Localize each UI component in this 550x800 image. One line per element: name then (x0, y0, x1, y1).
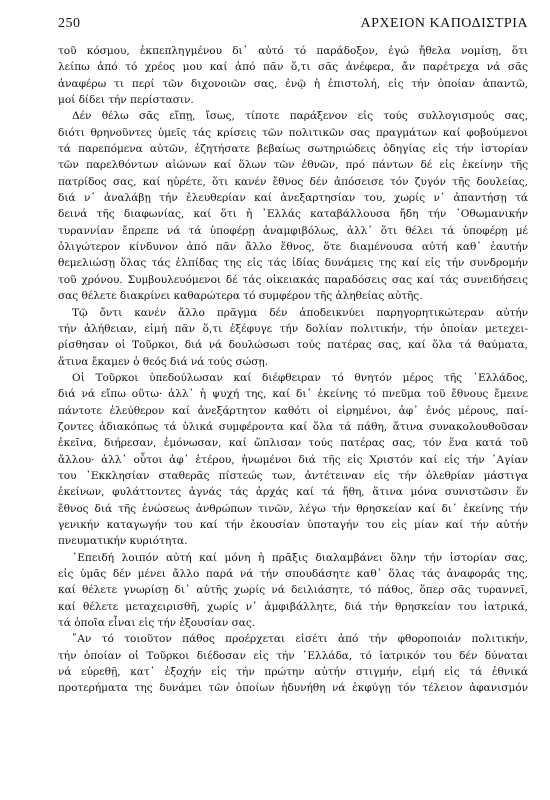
text-line: του ᾽Εκκλησίαν σταθερᾶς πίστεώς των, ἀντέτειναν εἰς τήν ὀλεθρίαν μάστιγα (58, 469, 528, 482)
text-line: γενικήν καταγωγήν του καί τήν ἐκουσίαν ὑποταγήν του εἰς μίαν καί τήν αὐτήν (58, 518, 528, 531)
text-line: τήν ἀλήθειαν, εἰμή πᾶν ὅ,τι ἐξέφυγε τήν δολίαν πολιτικήν, τήν ὁποίαν μετεχει- (58, 322, 528, 335)
running-title: ΑΡΧΕΙΟΝ ΚΑΠΟΔΙΣΤΡΙΑ (360, 16, 528, 31)
text-line: πνευματικήν κυριότητα. (58, 535, 188, 548)
text-line: ᾽Επειδή λοιπόν αὐτή καί μόνη ἡ πρᾶξις διαλαμβάνει ὅλην τήν ἱστορίαν σας, (72, 551, 528, 564)
text-line: ἔθνος διά τῆς ἑνώσεως ἀνθρώπων τινῶν, λέγω τήν θρησκείαν καί δι᾽ ἐκείνης τήν (58, 502, 528, 515)
text-line: Τῷ ὄντι κανέν ἄλλο πρᾶγμα δέν ἀποδεικνύει παρηγορητικώτεραν αὐτήν (72, 306, 528, 319)
text-line: τοῦ χρόνου. Συμβουλευόμενοι δέ τάς οἰκειακάς παραδόσεις σας καί τάς συνειδήσεις (58, 273, 528, 286)
text-line: τυραννίαν ἔπρεπε νά τά ὑποφέρῃ ἀναμφιβόλως, ἀλλ᾽ ὅτι θέλει τά ὑποφέρῃ μέ (58, 224, 528, 237)
text-line: εἰς ὑμᾶς δέν μένει ἄλλο παρά νά τήν σπουδάσητε καθ᾽ ὅλας τάς ἀναφοράς της, (58, 568, 528, 580)
body-text (58, 43, 528, 697)
text-line: προτερήματα της δυνάμει τῶν ὁποίων ἠδυνήθη νά ἐκφύγῃ τόν τέλειον ἀφανισμόν (58, 682, 528, 695)
text-line: Δέν θέλω σᾶς εἴπῃ, ἴσως, τίποτε παράξενον εἰς τούς συλλογισμούς σας, (72, 110, 528, 123)
text-line: θεμελιώσῃ ὅλας τάς ἐλπίδας της εἰς τάς ἰδίας δυνάμεις της καί εἰς τήν συνδρομήν (58, 257, 528, 270)
text-line: διότι θρηνοῦντες ὑμεῖς τάς κρίσεις τῶν πολιτικῶν σας πραγμάτων καί φοβούμενοι (58, 126, 528, 139)
page-header (58, 16, 528, 32)
text-line: ἐκείνων, φυλάττοντες ἁγνάς τάς ἀρχάς καί τά ἤθη, ἅτινα μόνα συνιστῶσιν ἕν (58, 486, 528, 499)
page-number: 250 (58, 16, 81, 31)
text-line: τοῦ κόσμου, ἐκπεπληγμένου δι᾽ αὐτό τό παράδοξον, ἐγώ ἤθελα νομίσῃ, ὅτι (58, 45, 528, 57)
text-line: ἅτινα ἔκαμεν ὁ θεός διά νά τούς σώσῃ. (58, 355, 269, 368)
text-line: τήν ὁποίαν οἱ Τοῦρκοι διέδοσαν εἰς τήν ῾Ελλάδα, τό ἰατρικόν του δέν δύναται (58, 649, 528, 662)
text-line: ῎Αν τό τοιοῦτον πάθος προέρχεται εἰσέτι ἀπό τήν φθοροποιάν πολιτικήν, (72, 633, 528, 646)
text-line: καί θέλετε γνωρίσῃ δι᾽ αὐτῆς χωρίς νά δειλιάσητε, τό πάθος, ὅπερ σᾶς τυραννεῖ, (58, 584, 528, 597)
text-line: διά ν᾽ ἀναλάβῃ τήν ἐλευθερίαν καί ἀνεξαρτησίαν του, χωρίς ν᾽ ἀπαντήσῃ τά (58, 192, 528, 205)
text-line: ἀναφέρω τι περί τῶν διχονοιῶν σας, ἐνῷ ἡ ἐπιστολή, εἰς τήν ὁποίαν ἀπαντῶ, (58, 77, 528, 90)
text-line: καί θέλετε μεταχειρισθῆ, χωρίς ν᾽ ἀμφιβάλλητε, διά τήν θρησκείαν του ἰατρικά, (58, 600, 528, 613)
text-line: ρίσθησαν οἱ Τοῦρκοι, διά νά δουλώσωσι τούς πατέρας σας, καί ὅλα τά θαύματα, (58, 339, 528, 352)
text-line: διά νά εἴπω οὕτω· ἀλλ᾽ ἡ ψυχή της, καί δι᾽ ἐκείνης τό πνεῦμα τοῦ ἔθνους ἔμεινε (58, 388, 528, 401)
text-line: τά παρεπόμενα αὐτῶν, ἐζητήσατε βεβαίως σωτηριώδεις ὁδηγίας εἰς τήν ἱστορίαν (58, 143, 528, 156)
text-line: τῶν παρελθόντων αἰώνων καί ὅλων τῶν ἐθνῶν, πρό πάντων δέ εἰς ἐκείνην τῆς (58, 159, 528, 172)
text-line: λείπω ἀπό τό χρέος μου καί ἀπό πᾶν ὅ,τι σᾶς ἀνέφερα, ἄν παρέτρεχα νά σᾶς (58, 61, 528, 74)
text-line: δεινά τῆς διαφωνίας, καί ὅτι ἡ ῾Ελλάς καταβάλλουσα ἤδη τήν ᾽Οθωμανικήν (58, 208, 528, 221)
text-line: ζοντες ἀδιακόπως τά ὑλικά συμφέροντα καί ὅλα τά πάθη, ἅτινα συνακολουθοῦσαν (58, 420, 528, 433)
text-line: νά εὑρεθῇ, κατ᾽ ἐξοχήν εἰς τήν πρώτην αὐτήν στιγμήν, εἰμή εἰς τά ἐθνικά (58, 666, 528, 679)
text-line: τά ὁποῖα εἶναι εἰς τήν ἐξουσίαν σας. (58, 617, 256, 630)
text-line: πάντοτε ἐλεύθερον καί ἀνεξάρτητον καθότι οἱ εἰρημένοι, ἀφ᾽ ἑνός μέρους, παί- (58, 404, 528, 417)
text-line: πατρίδος σας, καί ηὑρέτε, ὅτι κανέν ἔθνος δέν ἀπόσεισε τόν ζυγόν τῆς δουλείας, (58, 175, 528, 188)
text-line: μοί δίδει τήν περίστασιν. (58, 94, 194, 107)
text-line: ἄλλου· ἀλλ᾽ οὗτοι ἀφ᾽ ἑτέρου, ἡνωμένοι διά τῆς εἰς Χριστόν καί εἰς τήν ᾽Αγίαν (58, 453, 528, 466)
text-line: ὀλιγώτερον κίνδυνον ἀπό πᾶν ἄλλο ἔθνος, ὅτε διαμένουσα αὐτή καθ᾽ ἑαυτήν (58, 241, 528, 254)
text-line: Οἱ Τοῦρκοι ὑπεδούλωσαν καί διέφθειραν τό θνητόν μέρος τῆς ῾Ελλάδος, (72, 371, 528, 384)
text-line: ἐκεῖνα, διήρεσαν, ἐμόνωσαν, καί ὥπλισαν τούς πατέρας σας, τόν ἕνα κατά τοῦ (58, 437, 528, 450)
text-line: σας θέλετε διακρίνει καθαρώτερα τό συμφέρον τῆς ἀληθείας αὐτῆς. (58, 290, 423, 303)
